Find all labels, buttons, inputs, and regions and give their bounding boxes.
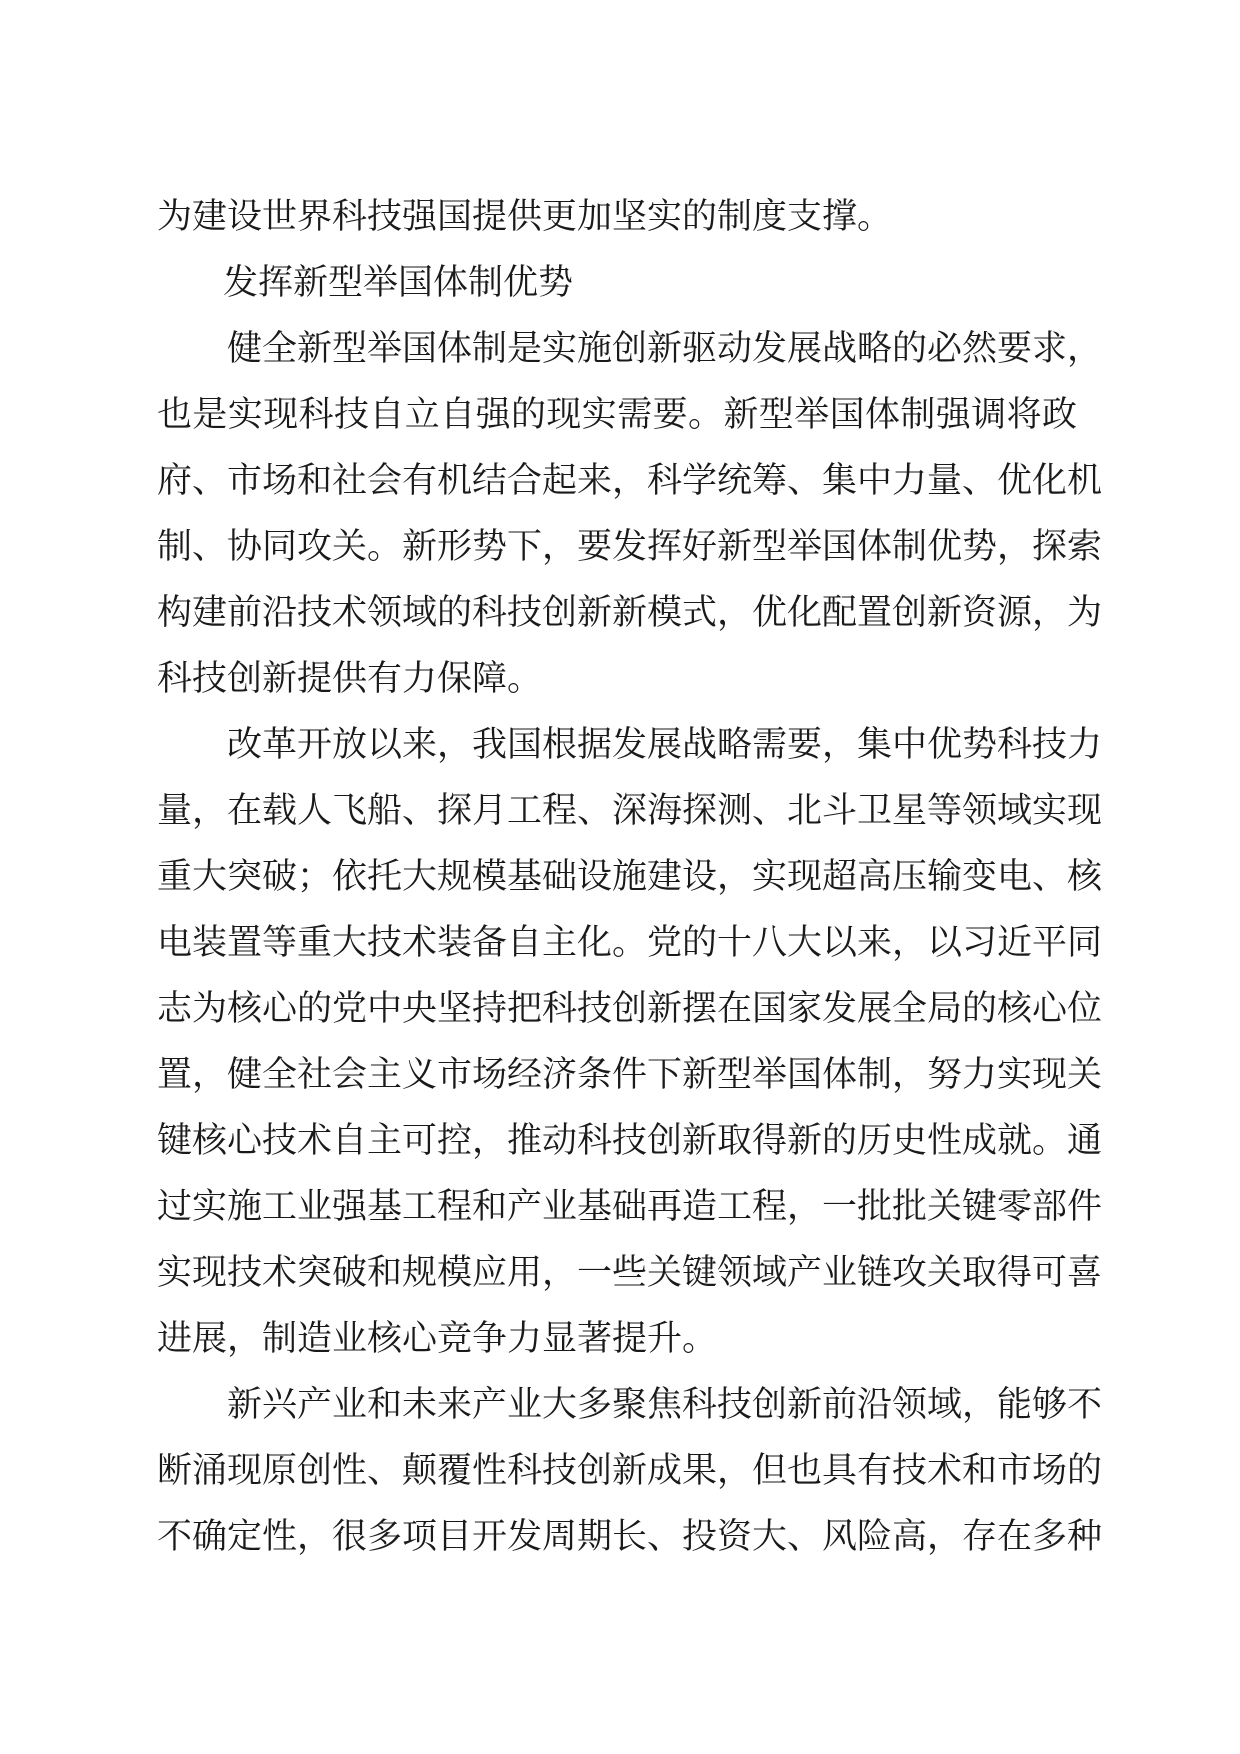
text-line: 实现技术突破和规模应用，一些关键领域产业链攻关取得可喜 [157, 1253, 1103, 1293]
text-line: 构建前沿技术领域的科技创新新模式，优化配置创新资源，为 [157, 593, 1103, 633]
text-line: 量，在载人飞船、探月工程、深海探测、北斗卫星等领域实现 [157, 791, 1103, 831]
text-line: 也是实现科技自立自强的现实需要。新型举国体制强调将政 [157, 395, 1077, 435]
text-line: 断涌现原创性、颠覆性科技创新成果，但也具有技术和市场的 [157, 1451, 1103, 1491]
text-line: 志为核心的党中央坚持把科技创新摆在国家发展全局的核心位 [157, 989, 1103, 1029]
text-line: 重大突破；依托大规模基础设施建设，实现超高压输变电、核 [157, 857, 1103, 897]
text-line: 健全新型举国体制是实施创新驱动发展战略的必然要求， [227, 329, 1103, 369]
text-line: 为建设世界科技强国提供更加坚实的制度支撑。 [157, 197, 893, 237]
section-heading: 发挥新型举国体制优势 [223, 263, 574, 303]
text-line: 府、市场和社会有机结合起来，科学统筹、集中力量、优化机 [157, 461, 1103, 501]
text-line: 改革开放以来，我国根据发展战略需要，集中优势科技力 [227, 725, 1103, 765]
text-line: 键核心技术自主可控，推动科技创新取得新的历史性成就。通 [157, 1121, 1103, 1161]
text-line: 电装置等重大技术装备自主化。党的十八大以来，以习近平同 [157, 923, 1103, 963]
text-line: 科技创新提供有力保障。 [157, 659, 543, 699]
text-line: 置，健全社会主义市场经济条件下新型举国体制，努力实现关 [157, 1055, 1103, 1095]
text-line: 进展，制造业核心竞争力显著提升。 [157, 1319, 718, 1359]
text-line: 不确定性，很多项目开发周期长、投资大、风险高，存在多种 [157, 1517, 1103, 1557]
text-line: 新兴产业和未来产业大多聚焦科技创新前沿领域，能够不 [227, 1385, 1103, 1425]
text-line: 制、协同攻关。新形势下，要发挥好新型举国体制优势，探索 [157, 527, 1103, 567]
text-line: 过实施工业强基工程和产业基础再造工程，一批批关键零部件 [157, 1187, 1103, 1227]
